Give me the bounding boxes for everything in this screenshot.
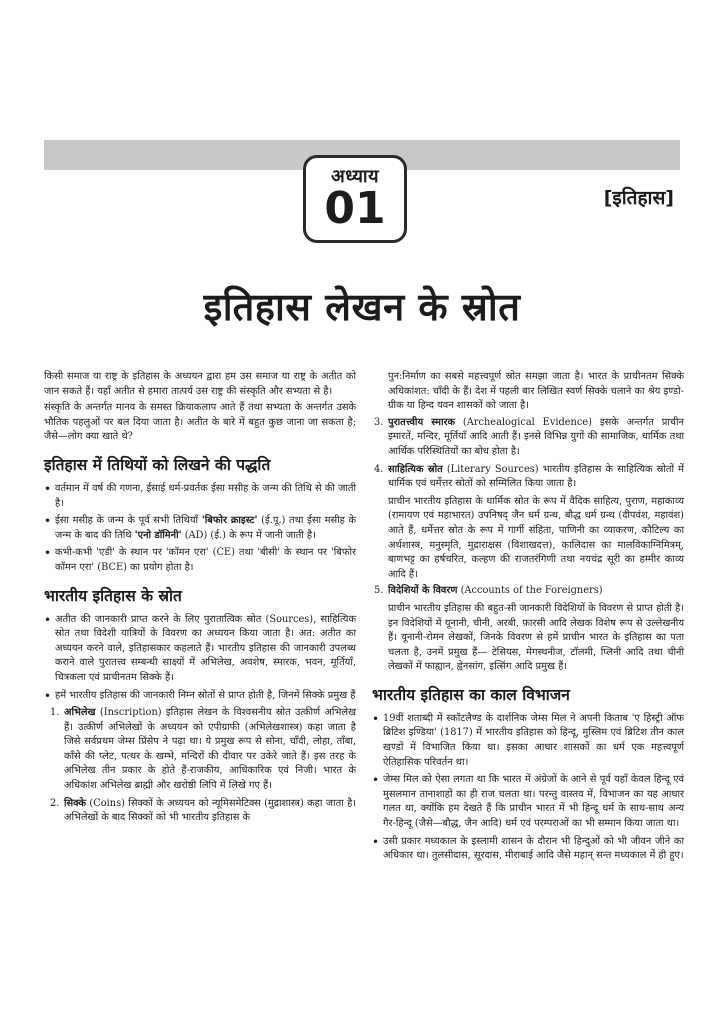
item-term: साहित्यिक स्रोत xyxy=(388,463,443,475)
text: (AD) (ई.) के रूप में जानी जाती है। xyxy=(181,529,316,541)
item-text: (Accounts of the Foreigners) xyxy=(457,585,603,597)
chapter-word: अध्याय xyxy=(330,166,380,187)
heading-periodization: भारतीय इतिहास का काल विभाजन xyxy=(372,685,570,704)
item-number: 1. xyxy=(50,707,60,719)
item-number: 3. xyxy=(374,416,384,428)
term-ad: 'एनो डॉमिनी' xyxy=(134,529,182,541)
intro-paragraph: संस्कृति के अन्तर्गत मानव के समस्त क्रियाकलाप आते हैं तथा सभ्यता के अन्तर्गत उसके भौतिक पहलुओं पर बल दिया जाता है। अतीत के बारे में बहुत कुछ जाना जा सकता है; जैसे—लोग क्या खाते थे? xyxy=(44,402,356,443)
intro-paragraph: किसी समाज या राष्ट्र के इतिहास के अध्ययन द्वारा हम उस समाज या राष्ट्र के अतीत को जान सकते हैं। यहाँ अतीत से हमारा तात्पर्य उस राष्ट्र की संस्कृति और सभ्यता से है। xyxy=(44,371,356,397)
numbered-item xyxy=(44,706,356,794)
sources-bullet-list xyxy=(44,613,356,704)
list-item: • वर्तमान में वर्ष की गणना, ईसाई धर्म-प्रवर्तक ईसा मसीह के जन्म की तिथि से की जाती है। xyxy=(44,482,356,511)
list-item: • उसी प्रकार मध्यकाल के इस्लामी शासन के दौरान भी हिन्दुओं को भी जीवन जीने का अधिकार था। तुलसीदास, सूरदास, मीराबाई आदि जैसे महान् सन्त मध्यकाल में ही हुए। xyxy=(372,835,684,864)
item-number: 4. xyxy=(374,463,384,475)
numbered-item xyxy=(44,797,356,826)
list-item: • हमें भारतीय इतिहास की जानकारी निम्न स्रोतों से प्राप्त होती है, जिनमें सिक्के प्रमुख हैं xyxy=(44,689,356,704)
chapter-number: 01 xyxy=(324,183,386,234)
list-item: • 19वीं शताब्दी में स्कॉटलैण्ड के दार्शनिक जेम्स मिल ने अपनी किताब 'ए हिस्ट्री ऑफ ब्रिटिश इण्डिया' (1817) में भारतीय इतिहास को हिन्दू, मुस्लिम एवं ब्रिटिश तीन काल खण्डों में विभाजित किया था। इसका आधार शासकों का धर्म एक महत्त्वपूर्ण ऐतिहासिक परिवर्तन था। xyxy=(372,712,684,770)
item-text: (Archealogical Evidence) इसके अन्तर्गत प्राचीन इमारतें, मन्दिर, मूर्तियाँ आदि आती हैं। इनसे विभिन्न युगों की सामाजिक, धार्मिक तथा आर्थिक परिस्थितियों का बोध होता है। xyxy=(388,416,684,457)
numbered-item xyxy=(372,416,684,460)
heading-sources: भारतीय इतिहास के स्रोत xyxy=(44,586,182,605)
item-term: विदेशियों के विवरण xyxy=(388,585,458,597)
section-tag: [इतिहास] xyxy=(603,187,674,209)
item-text: (Coins) सिक्कों के अध्ययन को न्यूमिसमेटिक्स (मुद्राशास्त्र) कहा जाता है। अभिलेखों के बाद सिक्कों को भी भारतीय इतिहास के xyxy=(64,797,356,824)
item-paragraph: प्राचीन भारतीय इतिहास के धार्मिक स्रोत के रूप में वैदिक साहित्य, पुराण, महाकाव्य (रामायण एवं महाभारत) उपनिषद् जैन धर्म ग्रन्थ, बौद्ध धर्म ग्रन्थ (दीपवंश, महावंश) आते हैं, धर्मेत्तर स्रोत के रूप में गार्गी संहिता, पाणिनी का व्याकरण, कौटिल्य का अर्थशास्त्र, मनुस्मृति, मुद्राराक्षस (विशाखदत्त), कालिदास का मालविकाग्निमित्रम्, बाणभट्ट का हर्षचरित, कल्हण की राजतरंगिणी तथा नयचंद्र सूरी का हम्मीर काव्य आदि हैं। xyxy=(388,495,684,580)
text: ईसा मसीह के जन्म के पूर्व सभी तिथियाँ xyxy=(55,515,202,527)
text: (ई.पू.) तथा ईसा मसीह के जन्म के बाद की तिथि xyxy=(55,515,356,541)
right-column xyxy=(372,370,684,867)
numbered-item xyxy=(372,584,684,599)
list-item xyxy=(44,514,356,543)
item-number: 2. xyxy=(50,797,60,809)
list-item: • जेम्स मिल को ऐसा लगता था कि भारत में अंग्रेजों के आने से पूर्व यहाँ केवल हिन्दू एवं मुसलमान तानाशाहों का ही राज चलता था। परन्तु वास्तव में, विभाजन का यह आधार गलत था, क्योंकि हम देखते हैं कि प्राचीन भारत में भी हिन्दू धर्म के साथ-साथ अन्य गैर-हिन्दू (जैसे—बौद्ध, जैन आदि) धर्म एवं परम्पराओं का भी सम्मान किया जाता था। xyxy=(372,773,684,831)
term-bc: 'बिफोर क्राइस्ट' xyxy=(201,515,258,527)
item-number: 5. xyxy=(374,585,384,597)
item-term: अभिलेख xyxy=(64,707,96,719)
page-title: इतिहास लेखन के स्रोत xyxy=(203,285,521,329)
heading-date-system: इतिहास में तिथियों को लिखने की पद्धति xyxy=(44,455,271,474)
item-term: सिक्के xyxy=(64,797,87,809)
date-bullet-list xyxy=(44,482,356,576)
left-column xyxy=(44,370,356,829)
list-item: • अतीत की जानकारी प्राप्त करने के लिए पुरातात्विक स्रोत (Sources), साहित्यिक स्रोत तथा विदेशी यात्रियों के विवरण का अध्ययन किया जाता है। अत: अतीत का अध्ययन करने वाले, इतिहासकार कहलाते हैं। भारतीय इतिहास की जानकारी उपलब्ध कराने वाले पुरातत्त्व सम्बन्धी साक्ष्यों में अभिलेख, अवशेष, स्मारक, भवन, मूर्तियाँ, चित्रकला एवं प्राचीनतम सिक्के हैं। xyxy=(44,613,356,686)
periods-bullet-list xyxy=(372,712,684,864)
item-paragraph: प्राचीन भारतीय इतिहास की बहुत-सी जानकारी विदेशियों के विवरण से प्राप्त होती है। इन विदेशियों में यूनानी, चीनी, अरबी, फ़ारसी आदि लेखक विशेष रूप से उल्लेखनीय हैं। यूनानी-रोमन लेखकों, जिनके विवरण से हमें प्राचीन भारत के इतिहास का पता चलता है, उनमें प्रमुख हैं— टेसियस, मेगस्थनीज, टॉलमी, प्लिनी आदि तथा चीनी लेखकों में फाह्यान, ह्वेनसांग, इत्सिंग आदि प्रमुख हैं। xyxy=(388,602,684,673)
chapter-badge xyxy=(303,155,407,243)
item-term: पुरातत्त्वीय स्मारक xyxy=(388,416,456,428)
item-text: (Literary Sources) भारतीय इतिहास के साहित्यिक स्रोतों में धार्मिक एवं धर्मेत्तर स्रोतों को सम्मिलित किया जाता है। xyxy=(388,463,684,490)
item-text: (Inscription) इतिहास लेखन के विश्वसनीय स्रोत उत्कीर्ण अभिलेख हैं। उत्कीर्ण अभिलेखों के अध्ययन को एपीग्राफी (अभिलेखशास्त्र) कहा जाता है जिसे सर्वप्रथम जेम्स प्रिंसेप ने पढ़ा था। ये प्रमुख रूप से सोना, चाँदी, लोहा, ताँबा, काँसे की प्लेट, पत्थर के खम्भे, मन्दिरों की दीवार पर उकेरे जाते हैं। इस तरह के अभिलेख तीन प्रकार के होते हैं-राजकीय, आधिकारिक एवं निजी। भारत के अधिकांश अभिलेख ब्राह्मी और खरोष्ठी लिपि में लिखे गए हैं। xyxy=(64,707,356,792)
continued-paragraph: पुन:निर्माण का सबसे महत्त्वपूर्ण स्रोत समझा जाता है। भारत के प्राचीनतम सिक्के अधिकांशत: चाँदी के हैं। देश में पहली बार लिखित स्वर्ण सिक्के चलाने का श्रेय इण्डो-ग्रीक या हिन्द यवन शासकों को जाता है। xyxy=(388,371,684,412)
list-item: • कभी-कभी 'एडी' के स्थान पर 'कॉमन एरा' (CE) तथा 'बीसी' के स्थान पर 'बिफोर कॉमन एरा' (BCE) का प्रयोग होता है। xyxy=(44,546,356,575)
numbered-item xyxy=(372,463,684,492)
